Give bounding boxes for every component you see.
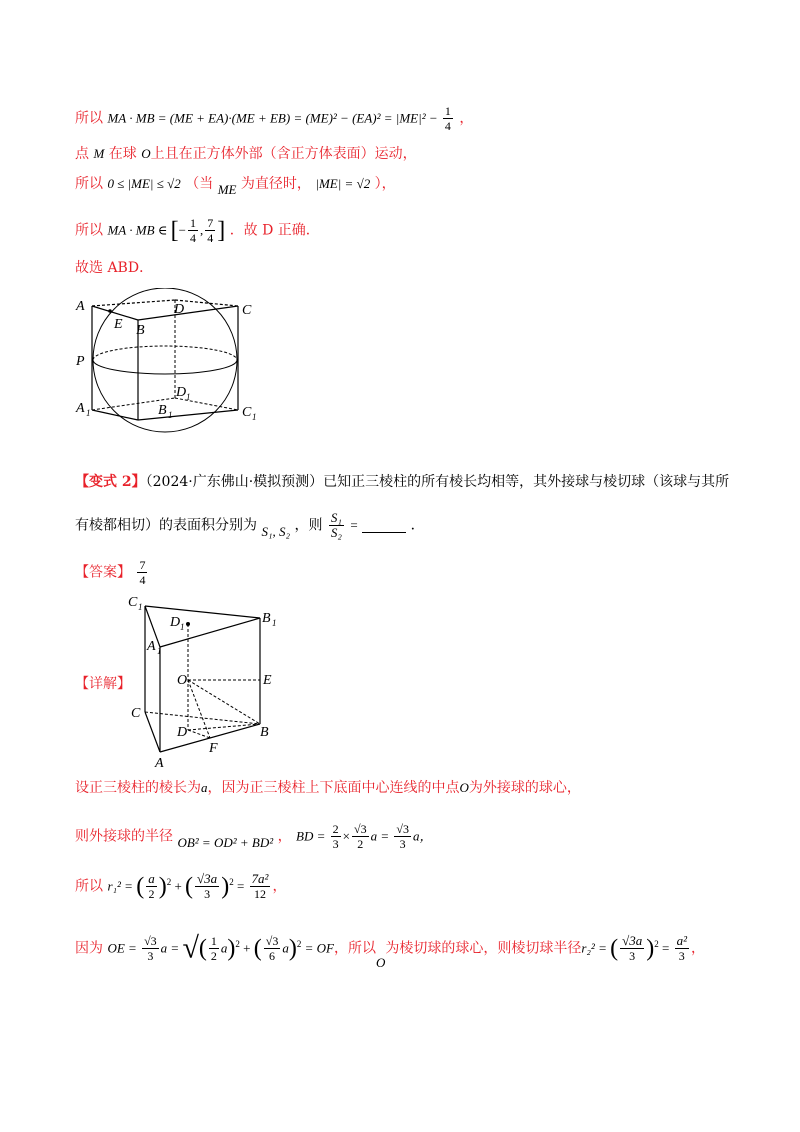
svg-text:1: 1 [180,622,185,632]
svg-text:D: D [170,615,181,630]
svg-text:C: C [131,706,141,721]
svg-text:D: D [177,725,188,740]
svg-text:C: C [242,405,252,420]
svg-text:B: B [136,323,145,338]
svg-text:B: B [158,403,167,418]
line-me-range: 所以 0 ≤ |ME| ≤ √2 （当 ME 为直径时， |ME| = √2 ）， [75,176,396,197]
solution-line2: 则外接球的半径 OB² = OD² + BD² ， BD = $\frac{2}{3}$ × $\frac{√3}{2}$ a = $\frac{√3}{3}$ a， [75,822,433,851]
figure-cube-sphere [70,288,270,438]
variant-question-line2: 有棱都相切）的表面积分别为 S₁, S₂ ，则 $\frac{\text{S₁}}{\text{S₂}}$ = ． [75,510,425,540]
solution-line4: 因为 OE = $\frac{√3}{3}$ a = √( $\frac{1}{2}$ a)$^2$ + ( $\frac{√3}{6}$ a)$^2$ = OF，所以O为棱切球的球心，则棱切球半径r₂² = ( $\frac{√3a}{3}$ )$^2$ = $\frac{\text{a²}}{3}$ ， [75,931,705,970]
line-dot-product: 所以 MA · MB = (ME + EA)·(ME + EB) = (ME)² − (EA)² = |ME|² − $\frac{1}{4}$ ， [75,104,474,133]
svg-text:C: C [128,595,138,610]
answer-blank [362,518,406,533]
svg-text:O: O [177,673,188,688]
svg-text:D: D [176,385,187,400]
svg-text:1: 1 [86,408,91,418]
svg-text:A: A [76,401,85,416]
solution-line1: 设正三棱柱的棱长为a，因为正三棱柱上下底面中心连线的中点O为外接球的球心， [75,780,581,796]
svg-text:A: A [147,639,156,654]
svg-text:A: A [76,299,85,314]
variant-question-line1: 【变式 2】（2024·广东佛山·模拟预测）已知正三棱柱的所有棱长均相等，其外接球与棱切球（该球与其所 [75,474,730,490]
svg-text:B: B [260,725,269,740]
detail-label: 【详解】 [75,676,131,692]
svg-text:1: 1 [252,412,257,422]
line-range-result: 所以 MA · MB ∈ [− $\frac{1}{4}$ , $\frac{7}{4}$ ] ．故 D 正确． [75,216,320,245]
svg-text:D: D [174,302,185,317]
svg-text:P: P [76,354,85,369]
svg-text:E: E [263,673,272,688]
svg-text:C: C [242,303,252,318]
svg-text:B: B [262,611,271,626]
svg-text:E: E [114,317,123,332]
answer-line: 【答案】 $\frac{7}{4}$ [75,558,146,587]
svg-text:1: 1 [186,392,191,402]
svg-text:1: 1 [272,618,277,628]
svg-text:F: F [209,741,218,756]
svg-text:1: 1 [168,410,173,420]
line-point-m: 点 M 在球 O上且在正方体外部（含正方体表面）运动， [75,146,417,162]
figure-triangular-prism [125,592,285,772]
svg-text:A: A [155,756,164,771]
line-choice: 故选 ABD． [75,260,154,276]
solution-line3: 所以 r₁² = ( $\frac{a}{2}$ )$^2$ + ( $\frac{√3a}{3}$ )$^2$ = $\frac{\text{7a²}}{12}$ ， [75,871,287,901]
svg-text:1: 1 [138,602,143,612]
svg-text:1: 1 [157,646,162,656]
